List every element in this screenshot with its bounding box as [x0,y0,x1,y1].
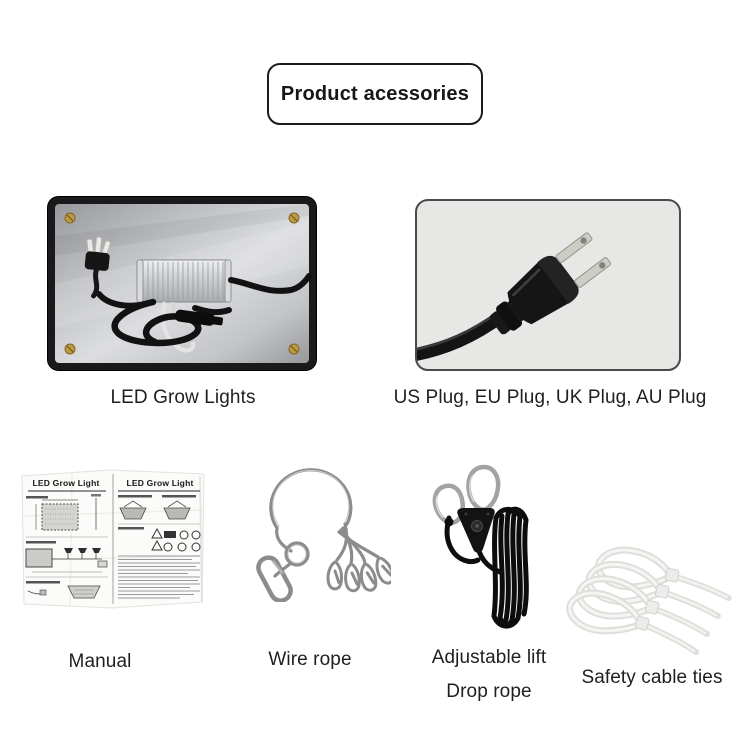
manual-photo [12,464,212,614]
lift-rope-label-line1: Adjustable lift [431,647,547,668]
led-grow-light-label: LED Grow Lights [110,387,256,408]
plug-photo-card [415,199,681,371]
cable-ties-image [563,516,743,656]
rope-knot [445,518,454,527]
cable-highlight [273,470,349,563]
cable-ties-label: Safety cable ties [581,667,723,688]
manual-label: Manual [68,651,132,672]
page-title: Product acessories [280,82,470,105]
led-grow-light-image [47,196,317,371]
plug-cable [417,313,503,355]
cable-ties-photo [563,516,743,656]
steel-cable-loop [271,470,379,576]
lift-rope-label-line2: Drop rope [446,681,532,702]
page-title-badge [267,63,483,125]
wire-rope-label: Wire rope [268,649,352,670]
manual-title-right: LED Grow Light [126,478,194,488]
plug-body [480,227,615,347]
plug-types-label: US Plug, EU Plug, UK Plug, AU Plug [393,387,707,408]
rope-coil [494,509,526,626]
ratchet-hanger-image [424,456,560,634]
wire-rope-image [233,462,391,602]
us-plug-image [417,201,679,369]
zip-ties [568,543,728,652]
wire-rope-photo [233,462,391,602]
manual-title-left: LED Grow Light [32,478,100,488]
led-grow-light-photo [47,196,317,371]
rope-hanger-photo [424,456,560,634]
manual-image [12,464,212,614]
power-supply-box [137,260,231,302]
